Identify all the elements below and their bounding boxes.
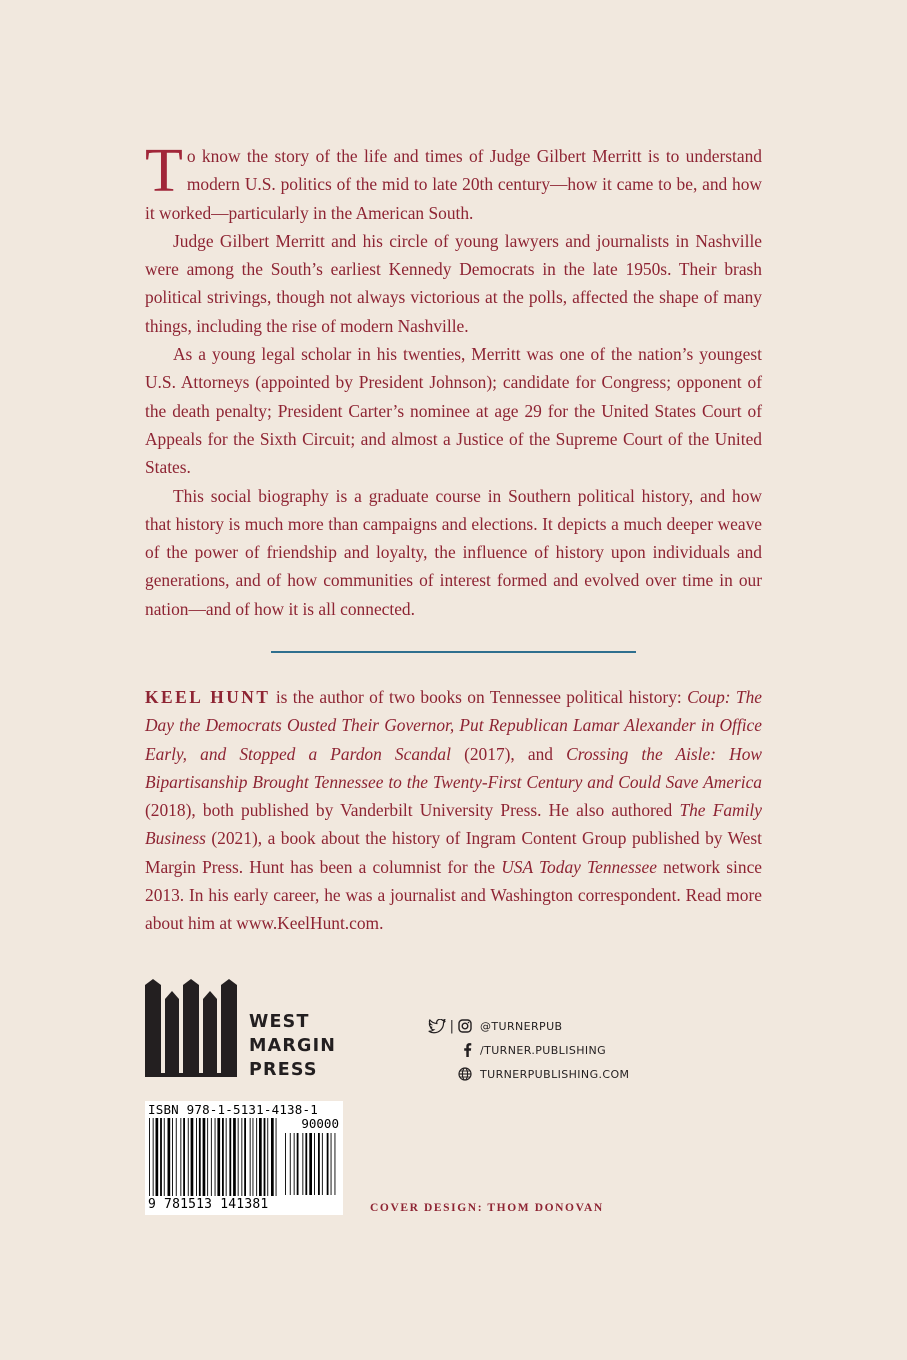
- social-row-website: [412, 1062, 629, 1086]
- blurb-paragraph-1: [145, 137, 762, 227]
- blurb-paragraph-4: This social biography is a graduate course in Southern political history, and how that history is much more than campaigns and elections. It depicts a much deeper weave of the power of friendship and loyalty, the influence of history upon individuals and generations, and of how communities of interest formed and evolved over time in our nation—and of how it is all connected.: [145, 485, 762, 619]
- barcode-addon-bar: [327, 1133, 329, 1195]
- twitter-instagram-handle[interactable]: @TURNERPUB: [480, 1019, 563, 1033]
- separator-bar-icon: |: [449, 1018, 454, 1034]
- barcode-bar: [215, 1118, 216, 1196]
- drop-cap: T: [145, 137, 183, 205]
- barcode-bar: [229, 1118, 231, 1196]
- book-title-crossing-the-aisle: Crossing the Aisle: How Bipartisanship Brought Tennessee to the Twenty-First Century and Could Save America: [145, 743, 762, 792]
- publisher-name: [249, 1010, 336, 1082]
- social-row-facebook: [412, 1038, 629, 1062]
- website-link[interactable]: TURNERPUBLISHING.COM: [480, 1067, 630, 1081]
- social-row-twitter-instagram: [412, 1014, 629, 1038]
- isbn-barcode: [145, 1101, 343, 1215]
- barcode-bar: [259, 1118, 262, 1196]
- bio-text-4: (2021), a book about the history of Ingram Content Group published by West Margin Press. Hunt has been a columnist for the: [145, 828, 762, 877]
- globe-icon: [458, 1067, 472, 1081]
- barcode-bar: [176, 1118, 177, 1196]
- barcode-addon-bar: [302, 1133, 303, 1195]
- barcode-addon-bar: [322, 1133, 323, 1195]
- bio-text-5: network since 2013. In his early career, he was a journalist and Washington correspondent. Read more about him at www.KeelHunt.com.: [145, 856, 763, 934]
- barcode-bar: [164, 1118, 165, 1196]
- barcode-bar: [241, 1118, 242, 1196]
- barcode-bar: [271, 1118, 274, 1196]
- barcode-addon-bar: [297, 1133, 299, 1195]
- publisher-name-line-2: MARGIN: [249, 1036, 337, 1056]
- barcode-bar: [211, 1118, 212, 1196]
- bio-text-1: is the author of two books on Tennessee political history:: [270, 687, 688, 707]
- blurb-paragraph-1-text: o know the story of the life and times of Judge Gilbert Merritt is to understand modern U.S. politics of the mid to late 20th century—how it came to be, and how it worked—particularly in the American South.: [145, 146, 762, 223]
- barcode-addon-bar: [335, 1133, 336, 1195]
- twitter-icon: [428, 1019, 446, 1034]
- barcode-bar: [203, 1118, 206, 1196]
- barcode-bar: [153, 1118, 154, 1196]
- barcode-addon-bar: [294, 1133, 295, 1195]
- isbn-digits: 9 781513 141381: [148, 1197, 269, 1212]
- barcode-bar: [191, 1118, 194, 1196]
- barcode-bar: [250, 1118, 251, 1196]
- barcode-bar: [196, 1118, 197, 1196]
- description-blurb: [145, 137, 762, 623]
- barcode-bar: [217, 1118, 220, 1196]
- barcode-addon-bar: [285, 1133, 286, 1195]
- barcode-bar: [267, 1118, 268, 1196]
- barcode-bar: [238, 1118, 239, 1196]
- barcode-addon-bar: [309, 1133, 312, 1195]
- author-name: KEEL HUNT: [145, 687, 271, 707]
- publisher-name-line-1: WEST: [249, 1012, 310, 1032]
- barcode-bar: [180, 1118, 181, 1196]
- publisher-name-line-3: PRESS: [249, 1060, 318, 1080]
- barcode-bar: [160, 1118, 162, 1196]
- bio-text-3: (2018), both published by Vanderbilt University Press. He also authored: [145, 800, 680, 821]
- author-bio: [145, 683, 762, 938]
- barcode-addon-bar: [305, 1133, 307, 1195]
- book-title-coup: Coup: The Day the Democrats Ousted Their Governor, Put Republican Lamar Alexander in Office Early, and Stopped a Pardon Scandal: [145, 687, 762, 764]
- barcode-bar: [168, 1118, 171, 1196]
- barcode-bar: [183, 1118, 185, 1196]
- barcode-bar: [276, 1118, 277, 1196]
- barcode-bar: [253, 1118, 254, 1196]
- book-title-family-business: The Family Business: [145, 800, 762, 849]
- barcode-addon-bar: [314, 1133, 315, 1195]
- barcode-bar: [172, 1118, 173, 1196]
- isbn-label: ISBN 978-1-5131-4138-1: [148, 1102, 318, 1117]
- barcode-bar: [149, 1118, 150, 1196]
- barcode-bar: [264, 1118, 266, 1196]
- barcode-bar: [156, 1118, 159, 1196]
- instagram-icon: [458, 1019, 472, 1033]
- barcode-bar: [207, 1118, 208, 1196]
- barcode-bar: [222, 1118, 224, 1196]
- cover-design-credit: COVER DESIGN: THOM DONOVAN: [370, 1202, 604, 1214]
- barcode-bar: [233, 1118, 236, 1196]
- facebook-icon: [463, 1043, 472, 1057]
- barcode-bar: [199, 1118, 201, 1196]
- outlet-name: USA Today Tennessee: [501, 856, 657, 877]
- social-links: [412, 1014, 629, 1086]
- barcode-bar: [244, 1118, 246, 1196]
- facebook-handle[interactable]: /TURNER.PUBLISHING: [480, 1043, 607, 1057]
- blurb-paragraph-2: Judge Gilbert Merritt and his circle of young lawyers and journalists in Nashville were among the South’s earliest Kennedy Democrats in the late 1950s. Their brash political strivings, though not always victorious at the polls, affected the shape of many things, including the rise of modern Nashville.: [145, 230, 762, 336]
- barcode-bar: [226, 1118, 227, 1196]
- barcode-addon-bar: [290, 1133, 291, 1195]
- barcode-bar: [188, 1118, 189, 1196]
- barcode-addon-bar: [318, 1133, 320, 1195]
- blurb-paragraph-3: As a young legal scholar in his twenties, Merritt was one of the nation’s youngest U.S. Attorneys (appointed by President Johnson); candidate for Congress; opponent of the death penalty; President Carter’s nominee at age 29 for the United States Court of Appeals for the Sixth Circuit; and almost a Justice of the Supreme Court of the United States.: [145, 344, 762, 478]
- barcode-bar: [256, 1118, 257, 1196]
- divider-rule: [271, 651, 636, 653]
- price-addon: 90000: [301, 1116, 339, 1131]
- barcode-addon-bar: [331, 1133, 332, 1195]
- bio-text-2: (2017), and: [450, 743, 567, 764]
